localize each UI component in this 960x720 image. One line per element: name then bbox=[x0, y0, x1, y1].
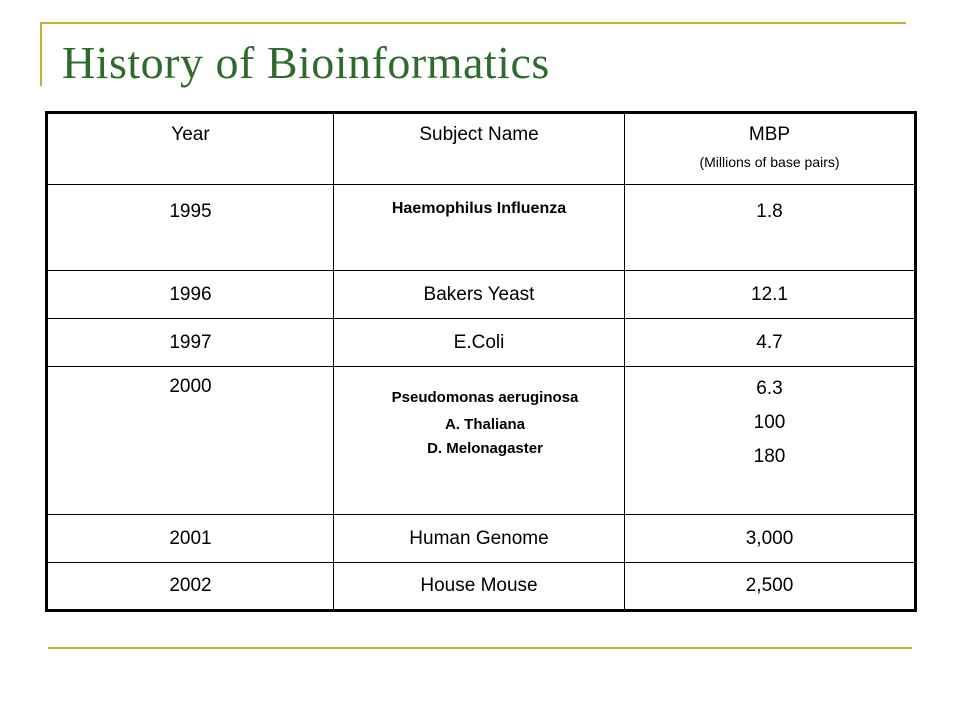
bottom-accent-line bbox=[48, 647, 912, 649]
mbp-cell: 1.8 bbox=[625, 185, 916, 271]
header-mbp bbox=[625, 113, 916, 185]
year-cell: 1997 bbox=[47, 319, 334, 367]
subject-name: Pseudomonas aeruginosa bbox=[391, 389, 579, 406]
year-cell: 1996 bbox=[47, 271, 334, 319]
table-row bbox=[47, 271, 916, 319]
year-cell: 2001 bbox=[47, 515, 334, 563]
mbp-value: 180 bbox=[753, 446, 786, 467]
header-year: Year bbox=[47, 113, 334, 185]
header-mbp-label: MBP bbox=[748, 124, 791, 145]
slide-title: History of Bioinformatics bbox=[62, 37, 550, 88]
subject-cell bbox=[334, 367, 625, 515]
mbp-value: 6.3 bbox=[756, 378, 783, 399]
table-row bbox=[47, 319, 916, 367]
subject-name: A. Thaliana bbox=[444, 416, 526, 433]
mbp-cell: 12.1 bbox=[625, 271, 916, 319]
header-mbp-note: (Millions of base pairs) bbox=[699, 154, 840, 170]
table-row bbox=[47, 563, 916, 611]
genome-history-table bbox=[45, 111, 917, 612]
mbp-cell: 2,500 bbox=[625, 563, 916, 611]
mbp-cell: 3,000 bbox=[625, 515, 916, 563]
header-subject-name: Subject Name bbox=[334, 113, 625, 185]
mbp-cell: 4.7 bbox=[625, 319, 916, 367]
subject-cell bbox=[334, 185, 625, 271]
table-header-row bbox=[47, 113, 916, 185]
mbp-cell bbox=[625, 367, 916, 515]
table-row bbox=[47, 515, 916, 563]
left-accent-line bbox=[40, 22, 42, 86]
year-cell: 2002 bbox=[47, 563, 334, 611]
subject-name: D. Melonagaster bbox=[427, 440, 543, 457]
subject-cell: Bakers Yeast bbox=[334, 271, 625, 319]
year-cell: 2000 bbox=[47, 367, 334, 515]
subject-name: Haemophilus Influenza bbox=[391, 200, 567, 217]
mbp-value: 100 bbox=[753, 412, 786, 433]
year-cell: 1995 bbox=[47, 185, 334, 271]
subject-cell: Human Genome bbox=[334, 515, 625, 563]
subject-cell: E.Coli bbox=[334, 319, 625, 367]
table-row bbox=[47, 367, 916, 515]
top-accent-line bbox=[40, 22, 906, 24]
table-row bbox=[47, 185, 916, 271]
subject-cell: House Mouse bbox=[334, 563, 625, 611]
